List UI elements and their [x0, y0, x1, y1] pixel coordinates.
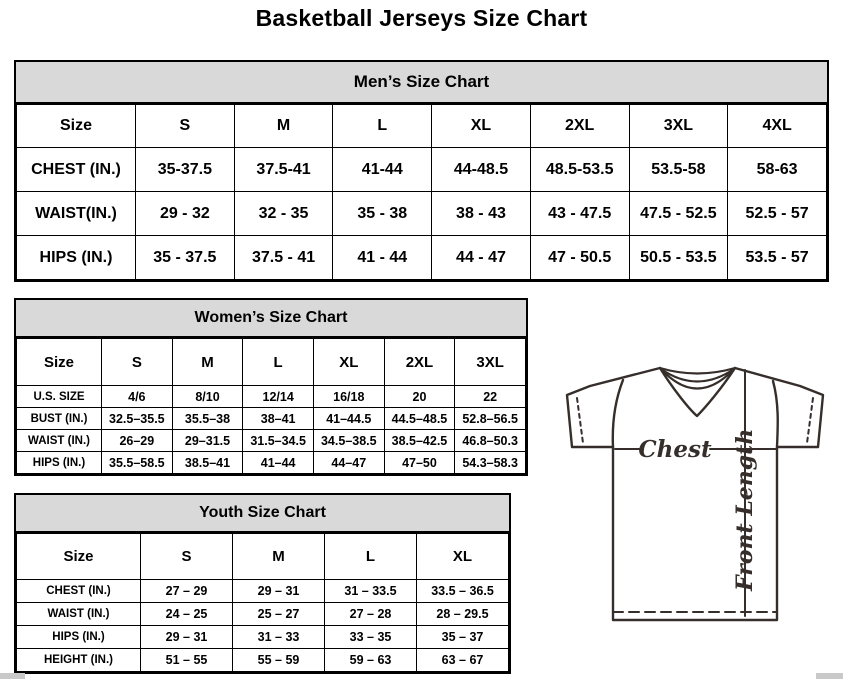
size-value: 38.5–41: [172, 452, 243, 474]
jersey-measurement-diagram: [560, 363, 830, 625]
row-label: HIPS (IN.): [17, 452, 102, 474]
column-header: XL: [313, 339, 384, 386]
youth-size-chart: [14, 493, 511, 674]
column-header: 3XL: [455, 339, 526, 386]
womens-size-chart-title: Women’s Size Chart: [16, 300, 526, 338]
size-value: 29 - 32: [136, 192, 235, 236]
mens-size-chart: [14, 60, 829, 282]
row-label: WAIST (IN.): [17, 430, 102, 452]
size-value: 47–50: [384, 452, 455, 474]
table-row: [17, 192, 827, 236]
size-value: 35 - 38: [333, 192, 432, 236]
size-value: 58-63: [728, 148, 827, 192]
size-value: 34.5–38.5: [313, 430, 384, 452]
column-header: Size: [17, 534, 141, 580]
size-value: 31 – 33: [233, 626, 325, 649]
table-row: [17, 626, 509, 649]
youth-size-chart-title: Youth Size Chart: [16, 495, 509, 533]
size-value: 31.5–34.5: [243, 430, 314, 452]
size-value: 41-44: [333, 148, 432, 192]
row-label: U.S. SIZE: [17, 386, 102, 408]
scrollbar-fragment-right: [816, 673, 843, 679]
size-value: 29 – 31: [233, 580, 325, 603]
size-value: 50.5 - 53.5: [629, 236, 728, 280]
table-row: [17, 148, 827, 192]
collar-top-curve: [660, 368, 735, 374]
size-header-row: [17, 534, 509, 580]
scrollbar-fragment-left: [0, 673, 25, 679]
column-header: L: [325, 534, 417, 580]
size-value: 35.5–58.5: [102, 452, 173, 474]
size-value: 47 - 50.5: [530, 236, 629, 280]
size-value: 28 – 29.5: [417, 603, 509, 626]
column-header: 2XL: [530, 105, 629, 148]
column-header: L: [333, 105, 432, 148]
size-value: 37.5 - 41: [234, 236, 333, 280]
size-value: 32 - 35: [234, 192, 333, 236]
size-value: 33.5 – 36.5: [417, 580, 509, 603]
size-value: 16/18: [313, 386, 384, 408]
mens-size-chart-title: Men’s Size Chart: [16, 62, 827, 104]
column-header: XL: [417, 534, 509, 580]
table-row: [17, 236, 827, 280]
column-header: 4XL: [728, 105, 827, 148]
column-header: M: [172, 339, 243, 386]
size-value: 44–47: [313, 452, 384, 474]
row-label: HIPS (IN.): [17, 626, 141, 649]
size-value: 31 – 33.5: [325, 580, 417, 603]
size-value: 46.8–50.3: [455, 430, 526, 452]
left-cuff-dashed-line: [577, 398, 583, 443]
youth-size-table: [16, 533, 509, 672]
size-value: 35 – 37: [417, 626, 509, 649]
column-header: XL: [432, 105, 531, 148]
mens-size-table: [16, 104, 827, 280]
size-value: 44.5–48.5: [384, 408, 455, 430]
row-label: CHEST (IN.): [17, 148, 136, 192]
size-value: 54.3–58.3: [455, 452, 526, 474]
size-value: 44-48.5: [432, 148, 531, 192]
size-value: 38.5–42.5: [384, 430, 455, 452]
table-row: [17, 603, 509, 626]
size-value: 8/10: [172, 386, 243, 408]
size-value: 52.8–56.5: [455, 408, 526, 430]
size-value: 27 – 29: [141, 580, 233, 603]
table-row: [17, 430, 526, 452]
size-value: 63 – 67: [417, 649, 509, 672]
size-header-row: [17, 105, 827, 148]
size-value: 32.5–35.5: [102, 408, 173, 430]
left-armhole-seam: [613, 380, 623, 447]
column-header: Size: [17, 105, 136, 148]
table-row: [17, 386, 526, 408]
size-value: 44 - 47: [432, 236, 531, 280]
page-title: Basketball Jerseys Size Chart: [255, 5, 588, 31]
table-row: [17, 452, 526, 474]
size-value: 29–31.5: [172, 430, 243, 452]
size-value: 25 – 27: [233, 603, 325, 626]
column-header: S: [102, 339, 173, 386]
size-value: 53.5 - 57: [728, 236, 827, 280]
size-value: 53.5-58: [629, 148, 728, 192]
size-value: 29 – 31: [141, 626, 233, 649]
size-value: 47.5 - 52.5: [629, 192, 728, 236]
column-header: 2XL: [384, 339, 455, 386]
size-value: 35.5–38: [172, 408, 243, 430]
front-length-label: Front Length: [732, 428, 758, 591]
size-value: 35 - 37.5: [136, 236, 235, 280]
chest-label: Chest: [638, 436, 712, 463]
size-value: 55 – 59: [233, 649, 325, 672]
size-header-row: [17, 339, 526, 386]
row-label: BUST (IN.): [17, 408, 102, 430]
womens-size-chart: [14, 298, 528, 476]
row-label: CHEST (IN.): [17, 580, 141, 603]
size-value: 33 – 35: [325, 626, 417, 649]
size-value: 26–29: [102, 430, 173, 452]
column-header: M: [233, 534, 325, 580]
size-value: 38 - 43: [432, 192, 531, 236]
table-row: [17, 649, 509, 672]
table-row: [17, 580, 509, 603]
size-value: 37.5-41: [234, 148, 333, 192]
size-value: 24 – 25: [141, 603, 233, 626]
size-value: 35-37.5: [136, 148, 235, 192]
right-armhole-seam: [773, 381, 778, 447]
size-value: 48.5-53.5: [530, 148, 629, 192]
size-value: 51 – 55: [141, 649, 233, 672]
column-header: Size: [17, 339, 102, 386]
size-value: 43 - 47.5: [530, 192, 629, 236]
size-value: 41 - 44: [333, 236, 432, 280]
size-value: 41–44.5: [313, 408, 384, 430]
size-value: 20: [384, 386, 455, 408]
size-value: 22: [455, 386, 526, 408]
column-header: S: [141, 534, 233, 580]
row-label: WAIST(IN.): [17, 192, 136, 236]
column-header: 3XL: [629, 105, 728, 148]
womens-size-table: [16, 338, 526, 474]
table-row: [17, 408, 526, 430]
row-label: HIPS (IN.): [17, 236, 136, 280]
column-header: S: [136, 105, 235, 148]
right-cuff-dashed-line: [807, 398, 813, 443]
jersey-outline-icon: [567, 368, 823, 620]
column-header: M: [234, 105, 333, 148]
column-header: L: [243, 339, 314, 386]
size-value: 52.5 - 57: [728, 192, 827, 236]
size-value: 59 – 63: [325, 649, 417, 672]
size-value: 41–44: [243, 452, 314, 474]
size-value: 27 – 28: [325, 603, 417, 626]
row-label: WAIST (IN.): [17, 603, 141, 626]
size-value: 4/6: [102, 386, 173, 408]
size-value: 12/14: [243, 386, 314, 408]
row-label: HEIGHT (IN.): [17, 649, 141, 672]
size-value: 38–41: [243, 408, 314, 430]
